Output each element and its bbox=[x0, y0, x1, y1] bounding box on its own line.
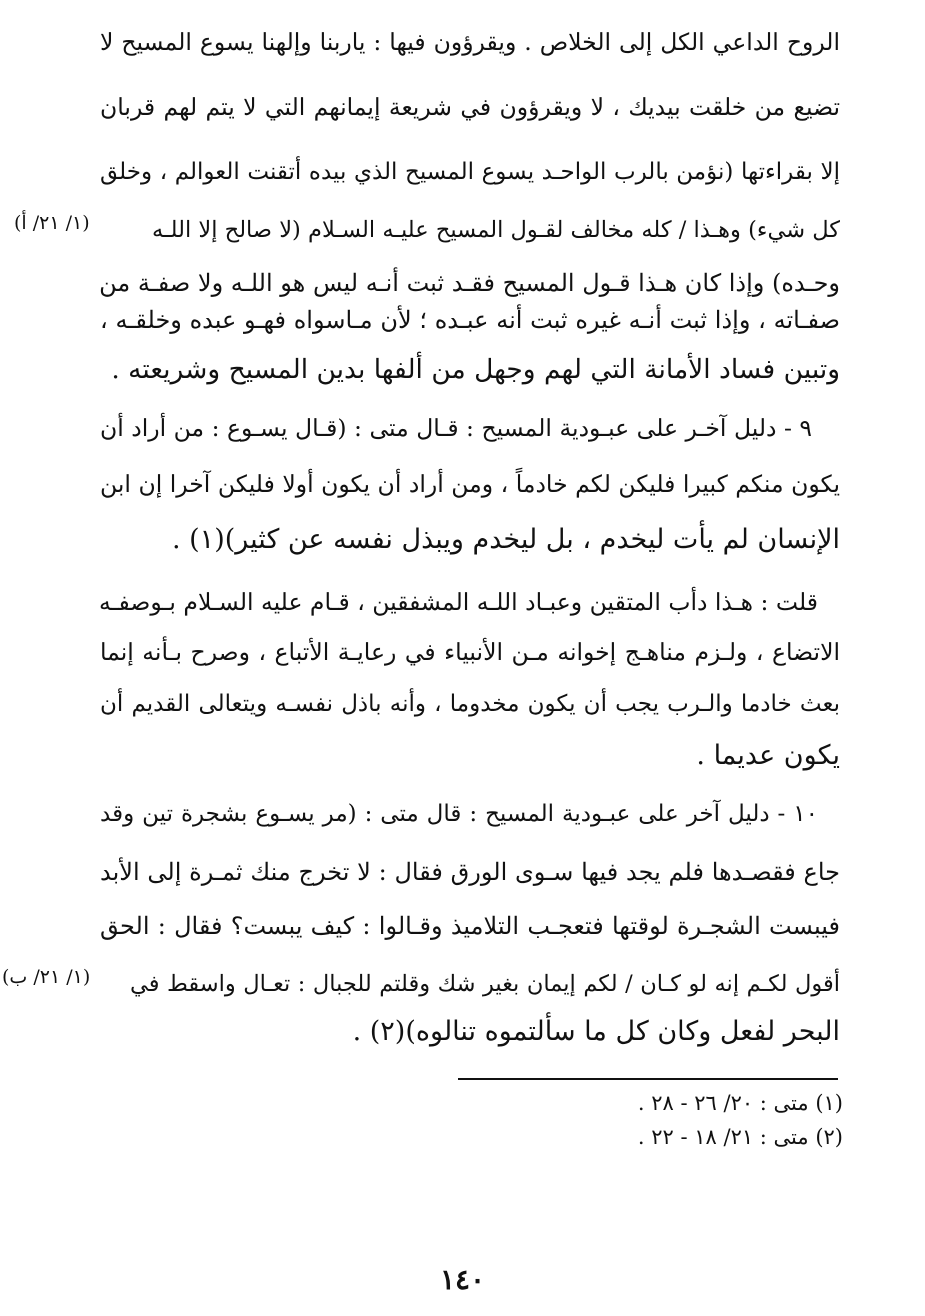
body-line: فيبست الشجـرة لوقتها فتعجـب التلاميذ وقـالوا : كيف يبست؟ فقال : الحق bbox=[100, 912, 840, 940]
body-line: جاع فقصـدها فلم يجد فيها سـوى الورق فقال : لا تخرج منك ثمـرة إلى الأبد bbox=[100, 858, 840, 886]
body-line: الروح الداعي الكل إلى الخلاص . ويقرؤون فيها : ياربنا وإلهنا يسوع المسيح لا bbox=[100, 28, 840, 56]
body-line: يكون منكم كبيرا فليكن لكم خادماً ، ومن أراد أن يكون أولا فليكن آخرا إن ابن bbox=[100, 470, 840, 498]
body-line: كل شيء) وهـذا / كله مخالف لقـول المسيح عليـه السـلام (لا صالح إلا اللـه bbox=[152, 217, 840, 243]
body-line: قلت : هـذا دأب المتقين وعبـاد اللـه المشفقين ، قـام عليه السـلام بـوصفـه bbox=[99, 588, 818, 616]
body-line: إلا بقراءتها (نؤمن بالرب الواحـد يسوع المسيح الذي بيده أتقنت العوالم ، وخلق bbox=[100, 159, 840, 185]
margin-folio-note: (١/ ٢١/ أ) bbox=[14, 212, 90, 234]
margin-folio-note: (١/ ٢١/ ب) bbox=[2, 966, 91, 988]
body-line: وتبين فساد الأمانة التي لهم وجهل من ألفها بدين المسيح وشريعته . bbox=[111, 354, 840, 385]
footnote: (١) متى : ٢٠/ ٢٦ - ٢٨ . bbox=[637, 1091, 843, 1115]
body-line: صفـاته ، وإذا ثبت أنـه غيره ثبت أنه عبـده ؛ لأن مـاسواه فهـو عبده وخلقـه ، bbox=[100, 306, 840, 334]
footnote: (٢) متى : ٢١/ ١٨ - ٢٢ . bbox=[637, 1125, 843, 1149]
body-line: الاتضاع ، ولـزم مناهـج إخوانه مـن الأنبياء في رعايـة الأتباع ، وصرح بـأنه إنما bbox=[100, 638, 840, 666]
body-line: ٩ - دليل آخـر على عبـودية المسيح : قـال متى : (قـال يسـوع : من أراد أن bbox=[100, 414, 812, 442]
body-line: وحـده) وإذا كان هـذا قـول المسيح فقـد ثبت أنـه ليس هو اللـه ولا صفـة من bbox=[99, 269, 840, 297]
body-line: تضيع من خلقت بيديك ، لا ويقرؤون في شريعة إيمانهم التي لا يتم لهم قربان bbox=[100, 93, 840, 121]
body-line: بعث خادما والـرب يجب أن يكون مخدوما ، وأنه باذل نفسـه ويتعالى القديم أن bbox=[100, 691, 840, 717]
body-line: الإنسان لم يأت ليخدم ، بل ليخدم ويبذل نفسه عن كثير)(١) . bbox=[171, 524, 840, 555]
body-line: يكون عديما . bbox=[696, 740, 840, 771]
body-line: البحر لفعل وكان كل ما سألتموه تنالوه)(٢) . bbox=[352, 1016, 840, 1047]
page-number: ١٤٠ bbox=[439, 1263, 486, 1296]
footnote-separator bbox=[458, 1078, 838, 1080]
body-line: أقول لكـم إنه لو كـان / لكم إيمان بغير شك وقلتم للجبال : تعـال واسقط في bbox=[130, 971, 840, 997]
body-line: ١٠ - دليل آخر على عبـودية المسيح : قال متى : (مر يسـوع بشجرة تين وقد bbox=[100, 801, 818, 827]
